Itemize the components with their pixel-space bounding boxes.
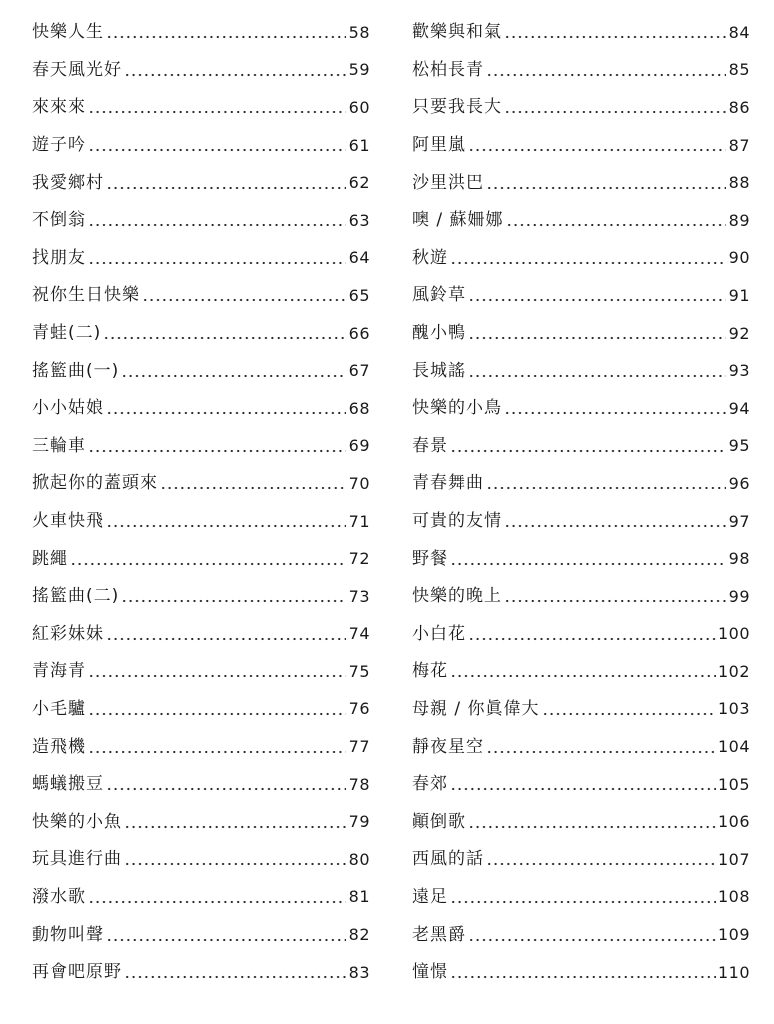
toc-entry-page-number: 74	[348, 624, 370, 644]
toc-entry-page-number: 91	[728, 285, 750, 305]
toc-entry-page-number: 86	[728, 97, 750, 117]
toc-entry-page-number: 70	[348, 473, 370, 493]
toc-entry-title: 老黑爵	[412, 924, 466, 945]
toc-entry	[32, 465, 370, 503]
dot-leader	[106, 776, 346, 793]
toc-entry-page-number: 84	[728, 22, 750, 42]
toc-entry	[412, 503, 750, 541]
toc-entry-page-number: 76	[348, 699, 370, 719]
toc-entry-title: 沙里洪巴	[412, 172, 484, 193]
toc-entry-title: 我愛鄉村	[32, 172, 104, 193]
toc-entry-page-number: 71	[348, 511, 370, 531]
toc-entry-page-number: 73	[348, 586, 370, 606]
dot-leader	[504, 99, 726, 116]
dot-leader	[106, 175, 346, 192]
toc-entry-title: 快樂的小魚	[32, 811, 122, 832]
toc-entry	[412, 954, 750, 992]
toc-entry-page-number: 64	[348, 248, 370, 268]
toc-entry-title: 遠足	[412, 886, 448, 907]
toc-entry-title: 春景	[412, 435, 448, 456]
toc-entry	[32, 315, 370, 353]
toc-entry	[412, 390, 750, 428]
dot-leader	[121, 363, 346, 380]
toc-entry	[32, 803, 370, 841]
dot-leader	[88, 889, 346, 906]
toc-entry	[32, 691, 370, 729]
toc-entry	[412, 315, 750, 353]
toc-entry-page-number: 79	[348, 812, 370, 832]
toc-entry-title: 搖籃曲(一)	[32, 360, 120, 381]
dot-leader	[486, 62, 726, 79]
dot-leader	[486, 175, 726, 192]
dot-leader	[468, 137, 726, 154]
toc-entry	[32, 879, 370, 917]
dot-leader	[106, 24, 346, 41]
toc-entry	[32, 916, 370, 954]
toc-entry-page-number: 65	[348, 285, 370, 305]
toc-entry-title: 母親 / 你眞偉大	[412, 698, 540, 719]
toc-entry	[412, 540, 750, 578]
toc-entry-page-number: 96	[728, 473, 750, 493]
toc-entry-title: 快樂的晚上	[412, 586, 502, 607]
dot-leader	[106, 927, 346, 944]
dot-leader	[468, 363, 726, 380]
toc-entry	[32, 728, 370, 766]
toc-entry-title: 跳繩	[32, 548, 68, 569]
toc-entry-title: 秋遊	[412, 247, 448, 268]
toc-entry	[32, 653, 370, 691]
toc-entry-page-number: 69	[348, 436, 370, 456]
toc-entry	[412, 465, 750, 503]
toc-entry-title: 憧憬	[412, 962, 448, 983]
toc-entry-page-number: 75	[348, 661, 370, 681]
toc-entry-page-number: 92	[728, 323, 750, 343]
toc-entry-page-number: 77	[348, 737, 370, 757]
toc-entry-title: 遊子吟	[32, 135, 86, 156]
dot-leader	[468, 927, 716, 944]
toc-entry-title: 紅彩妹妹	[32, 623, 104, 644]
toc-entry	[32, 503, 370, 541]
toc-entry-title: 歡樂與和氣	[412, 22, 502, 43]
toc-entry-title: 動物叫聲	[32, 924, 104, 945]
toc-entry-page-number: 82	[348, 925, 370, 945]
toc-entry-title: 掀起你的蓋頭來	[32, 473, 158, 494]
toc-entry-page-number: 110	[717, 962, 750, 982]
dot-leader	[468, 814, 716, 831]
toc-entry-title: 青春舞曲	[412, 473, 484, 494]
toc-entry	[32, 766, 370, 804]
toc-entry	[412, 766, 750, 804]
toc-entry	[412, 616, 750, 654]
toc-entry-title: 野餐	[412, 548, 448, 569]
toc-entry-page-number: 58	[348, 22, 370, 42]
toc-entry-page-number: 98	[728, 549, 750, 569]
toc-entry	[412, 52, 750, 90]
toc-entry-page-number: 108	[717, 887, 750, 907]
dot-leader	[468, 287, 726, 304]
toc-entry	[32, 240, 370, 278]
toc-entry	[412, 728, 750, 766]
toc-entry	[412, 352, 750, 390]
toc-entry-title: 只要我長大	[412, 97, 502, 118]
toc-entry-title: 快樂的小鳥	[412, 398, 502, 419]
toc-entry	[32, 578, 370, 616]
toc-entry-page-number: 90	[728, 248, 750, 268]
toc-entry-page-number: 106	[717, 812, 750, 832]
toc-entry-page-number: 81	[348, 887, 370, 907]
toc-entry	[412, 578, 750, 616]
toc-entry-title: 青海青	[32, 661, 86, 682]
dot-leader	[88, 137, 346, 154]
toc-entry-title: 可貴的友情	[412, 511, 502, 532]
toc-entry-title: 快樂人生	[32, 22, 104, 43]
toc-entry-page-number: 72	[348, 549, 370, 569]
toc-entry-title: 靜夜星空	[412, 736, 484, 757]
dot-leader	[504, 24, 726, 41]
toc-entry	[412, 89, 750, 127]
toc-entry	[412, 14, 750, 52]
toc-entry-page-number: 83	[348, 962, 370, 982]
toc-entry	[32, 14, 370, 52]
toc-entry-page-number: 78	[348, 774, 370, 794]
toc-entry-title: 噢 / 蘇姍娜	[412, 210, 504, 231]
dot-leader	[88, 663, 346, 680]
toc-entry-title: 潑水歌	[32, 886, 86, 907]
toc-entry	[412, 164, 750, 202]
toc-entry-title: 青蛙(二)	[32, 323, 102, 344]
toc-entry	[412, 127, 750, 165]
toc-entry-page-number: 100	[717, 624, 750, 644]
dot-leader	[124, 814, 346, 831]
toc-entry	[32, 164, 370, 202]
toc-entry	[32, 202, 370, 240]
toc-entry-title: 阿里嵐	[412, 135, 466, 156]
toc-entry	[32, 352, 370, 390]
dot-leader	[103, 325, 346, 342]
dot-leader	[88, 739, 346, 756]
toc-entry-title: 春天風光好	[32, 59, 122, 80]
toc-entry-page-number: 95	[728, 436, 750, 456]
toc-entry-page-number: 104	[717, 737, 750, 757]
toc-entry-title: 造飛機	[32, 736, 86, 757]
toc-entry-title: 火車快飛	[32, 511, 104, 532]
toc-entry-page-number: 87	[728, 135, 750, 155]
toc-entry-page-number: 66	[348, 323, 370, 343]
toc-entry-page-number: 63	[348, 210, 370, 230]
toc-entry	[412, 202, 750, 240]
toc-right-column	[412, 14, 750, 991]
toc-entry-title: 找朋友	[32, 247, 86, 268]
toc-entry	[412, 691, 750, 729]
toc-entry-page-number: 67	[348, 361, 370, 381]
dot-leader	[542, 701, 716, 718]
toc-entry-title: 玩具進行曲	[32, 849, 122, 870]
dot-leader	[160, 475, 346, 492]
dot-leader	[504, 400, 726, 417]
toc-entry-title: 再會吧原野	[32, 962, 122, 983]
dot-leader	[70, 551, 346, 568]
dot-leader	[468, 325, 726, 342]
toc-entry-page-number: 80	[348, 849, 370, 869]
toc-entry-page-number: 59	[348, 60, 370, 80]
toc-entry-title: 搖籃曲(二)	[32, 586, 120, 607]
toc-entry	[32, 616, 370, 654]
dot-leader	[88, 701, 346, 718]
toc-entry-title: 三輪車	[32, 435, 86, 456]
toc-entry-title: 螞蟻搬豆	[32, 774, 104, 795]
toc-entry	[32, 428, 370, 466]
dot-leader	[88, 438, 346, 455]
dot-leader	[142, 287, 346, 304]
dot-leader	[504, 513, 726, 530]
toc-entry-page-number: 85	[728, 60, 750, 80]
toc-entry-title: 不倒翁	[32, 210, 86, 231]
dot-leader	[106, 513, 346, 530]
toc-entry-title: 松柏長青	[412, 59, 484, 80]
toc-entry-title: 風鈴草	[412, 285, 466, 306]
toc-entry	[412, 841, 750, 879]
toc-entry-title: 顚倒歌	[412, 811, 466, 832]
dot-leader	[124, 851, 346, 868]
toc-entry-page-number: 105	[717, 774, 750, 794]
toc-entry-title: 小白花	[412, 623, 466, 644]
dot-leader	[88, 250, 346, 267]
toc-entry	[412, 653, 750, 691]
toc-entry-page-number: 109	[717, 925, 750, 945]
toc-entry-page-number: 61	[348, 135, 370, 155]
dot-leader	[106, 400, 346, 417]
toc-entry-title: 小小姑娘	[32, 398, 104, 419]
toc-entry	[412, 428, 750, 466]
toc-entry-page-number: 60	[348, 97, 370, 117]
dot-leader	[88, 212, 346, 229]
toc-entry-page-number: 103	[717, 699, 750, 719]
toc-entry-title: 梅花	[412, 661, 448, 682]
dot-leader	[450, 889, 716, 906]
toc-entry-title: 小毛驢	[32, 698, 86, 719]
toc-entry-title: 春郊	[412, 774, 448, 795]
toc-entry	[32, 89, 370, 127]
toc-entry-page-number: 89	[728, 210, 750, 230]
toc-entry	[412, 277, 750, 315]
toc-entry	[32, 540, 370, 578]
toc-entry	[412, 803, 750, 841]
toc-entry-page-number: 88	[728, 173, 750, 193]
toc-entry-page-number: 62	[348, 173, 370, 193]
dot-leader	[468, 626, 716, 643]
toc-entry	[32, 390, 370, 428]
dot-leader	[450, 250, 726, 267]
dot-leader	[450, 964, 716, 981]
toc-entry	[412, 240, 750, 278]
toc-entry	[412, 916, 750, 954]
dot-leader	[88, 99, 346, 116]
dot-leader	[486, 739, 716, 756]
toc-left-column	[32, 14, 370, 991]
toc-entry-page-number: 99	[728, 586, 750, 606]
dot-leader	[124, 62, 346, 79]
dot-leader	[450, 438, 726, 455]
toc-entry-title: 醜小鴨	[412, 323, 466, 344]
toc-entry-page-number: 107	[717, 849, 750, 869]
toc-entry-page-number: 97	[728, 511, 750, 531]
dot-leader	[506, 212, 726, 229]
toc-entry-page-number: 93	[728, 361, 750, 381]
dot-leader	[450, 776, 716, 793]
dot-leader	[106, 626, 346, 643]
dot-leader	[486, 851, 716, 868]
toc-entry	[412, 879, 750, 917]
dot-leader	[121, 588, 346, 605]
toc-entry-page-number: 94	[728, 398, 750, 418]
dot-leader	[450, 551, 726, 568]
toc-entry-title: 西風的話	[412, 849, 484, 870]
toc-entry	[32, 52, 370, 90]
toc-entry	[32, 277, 370, 315]
dot-leader	[450, 663, 716, 680]
toc-entry	[32, 954, 370, 992]
toc-entry-title: 長城謠	[412, 360, 466, 381]
dot-leader	[124, 964, 346, 981]
toc-entry-page-number: 68	[348, 398, 370, 418]
dot-leader	[486, 475, 726, 492]
toc-entry-page-number: 102	[717, 661, 750, 681]
toc-entry-title: 祝你生日快樂	[32, 285, 140, 306]
toc-entry	[32, 841, 370, 879]
dot-leader	[504, 588, 726, 605]
toc-entry-title: 來來來	[32, 97, 86, 118]
toc-entry	[32, 127, 370, 165]
